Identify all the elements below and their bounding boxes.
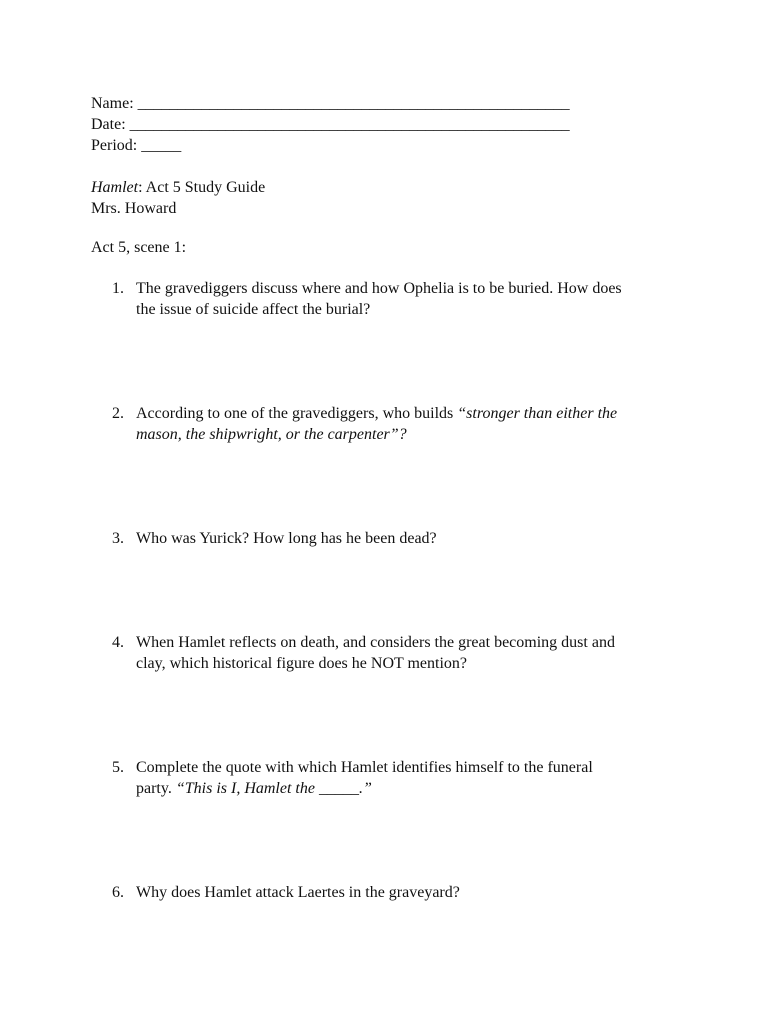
question-text: party. [136, 780, 176, 797]
question-5 [112, 757, 692, 799]
period-field [91, 135, 181, 156]
question-3 [112, 528, 692, 549]
question-number: 3. [112, 530, 124, 547]
period-label: Period: [91, 137, 138, 154]
question-text-line: When Hamlet reflects on death, and considers the great becoming dust and [136, 634, 615, 651]
question-text-line: The gravediggers discuss where and how Ophelia is to be buried. How does [136, 280, 622, 297]
date-label: Date: [91, 116, 126, 133]
date-blank: _______________________________________________________ [129, 116, 570, 133]
question-4 [112, 632, 692, 674]
period-blank: _____ [141, 137, 182, 154]
question-1 [112, 278, 692, 320]
document-title [91, 177, 265, 198]
question-text-line [136, 424, 692, 445]
question-text-line: the issue of suicide affect the burial? [136, 301, 371, 318]
question-number: 6. [112, 884, 124, 901]
question-2 [112, 403, 692, 445]
date-field [91, 114, 570, 135]
section-heading: Act 5, scene 1: [91, 239, 187, 256]
question-quote: “stronger than either the [457, 405, 618, 422]
title-rest: : Act 5 Study Guide [138, 179, 266, 196]
name-blank: ______________________________________________________ [137, 95, 570, 112]
question-text-line [136, 778, 692, 799]
question-text-line: Who was Yurick? How long has he been dead? [136, 530, 437, 547]
question-number: 4. [112, 634, 124, 651]
question-number: 1. [112, 280, 124, 297]
question-quote: “This is I, Hamlet the _____.” [175, 780, 372, 797]
teacher-name: Mrs. Howard [91, 200, 177, 217]
question-text-line: Why does Hamlet attack Laertes in the graveyard? [136, 884, 460, 901]
question-text-line: Complete the quote with which Hamlet identifies himself to the funeral [136, 759, 593, 776]
question-quote: mason, the shipwright, or the carpenter”? [136, 426, 407, 443]
title-work: Hamlet [91, 179, 139, 196]
question-text-line: clay, which historical figure does he NOT mention? [136, 655, 468, 672]
question-text: According to one of the gravediggers, who builds [136, 405, 458, 422]
name-field [91, 93, 570, 114]
name-label: Name: [91, 95, 134, 112]
question-number: 2. [112, 405, 124, 422]
question-6 [112, 882, 692, 903]
question-number: 5. [112, 759, 124, 776]
question-text-line [136, 403, 692, 424]
